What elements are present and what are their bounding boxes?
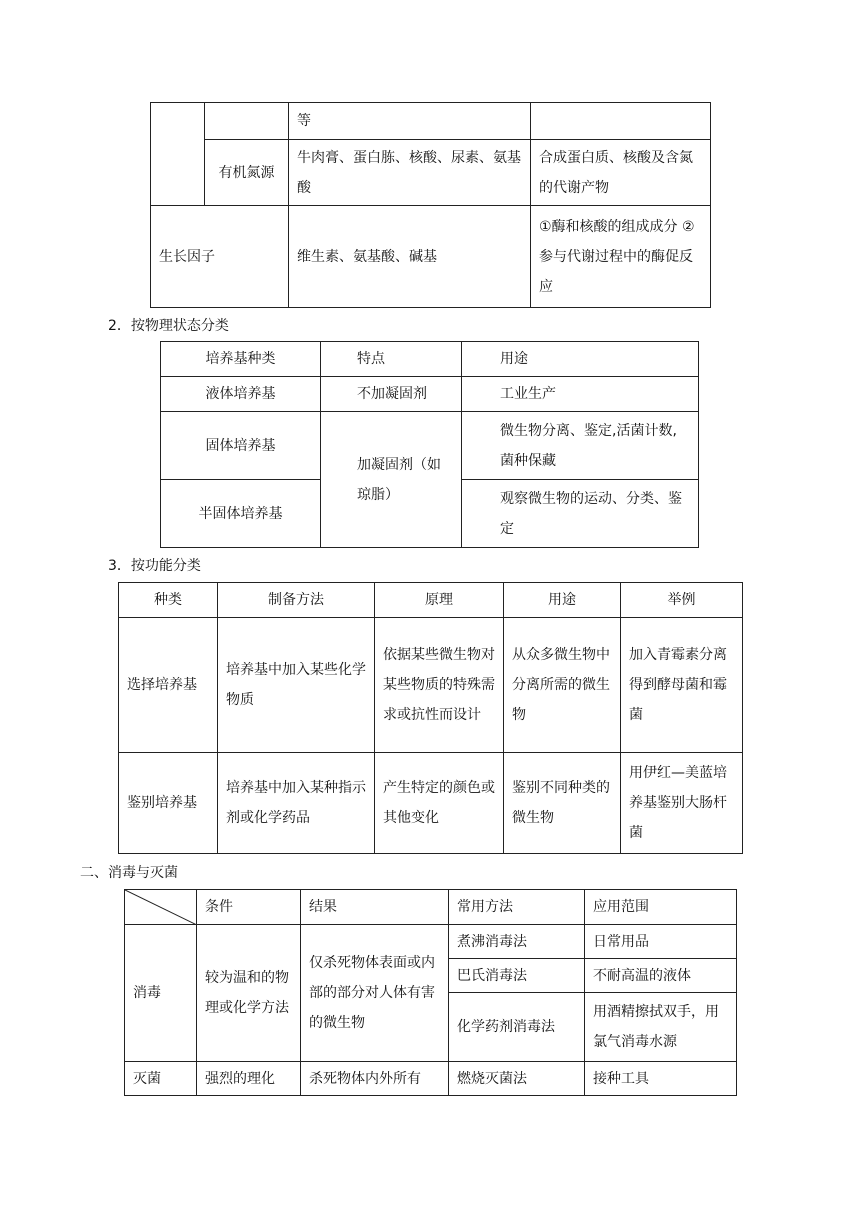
table-cell: 灭菌: [125, 1062, 197, 1096]
header-cell: 原理: [375, 583, 504, 618]
header-cell: 培养基种类: [161, 342, 321, 377]
table-cell: 煮沸消毒法: [449, 925, 585, 959]
header-cell: 特点: [321, 342, 462, 377]
header-cell: 应用范围: [585, 890, 737, 925]
table-cell: 液体培养基: [161, 377, 321, 412]
table-cell: ①酶和核酸的组成成分 ②参与代谢过程中的酶促反应: [531, 206, 711, 308]
header-cell: 用途: [504, 583, 621, 618]
sterilization-table: [124, 889, 737, 1096]
blank-cell: [151, 103, 205, 206]
table-cell: 燃烧灭菌法: [449, 1062, 585, 1096]
table-cell: 工业生产: [462, 377, 699, 412]
table-cell: 固体培养基: [161, 412, 321, 480]
table-cell: 半固体培养基: [161, 480, 321, 548]
table-cell: 用酒精擦拭双手，用氯气消毒水源: [585, 993, 737, 1062]
table-cell: 等: [289, 103, 531, 140]
table-cell: 接种工具: [585, 1062, 737, 1096]
table-cell: 生长因子: [151, 206, 289, 308]
header-cell: 条件: [197, 890, 301, 925]
section-heading: 2．按物理状态分类: [108, 318, 229, 334]
section-heading: 二、消毒与灭菌: [80, 865, 178, 881]
diagonal-header-cell: [125, 890, 197, 925]
table-cell: 微生物分离、鉴定,活菌计数,菌种保藏: [462, 412, 699, 480]
header-cell: 结果: [301, 890, 449, 925]
table-cell: 培养基中加入某些化学物质: [218, 618, 375, 753]
table-cell: 牛肉膏、蛋白胨、核酸、尿素、氨基酸: [289, 140, 531, 206]
table-cell: 维生素、氨基酸、碱基: [289, 206, 531, 308]
table-cell: 选择培养基: [119, 618, 218, 753]
table-cell: 强烈的理化: [197, 1062, 301, 1096]
table-cell: 不耐高温的液体: [585, 959, 737, 993]
table-cell: 日常用品: [585, 925, 737, 959]
table-cell: 鉴别不同种类的微生物: [504, 753, 621, 854]
table-cell: 用伊红—美蓝培养基鉴别大肠杆菌: [621, 753, 743, 854]
table-cell: 有机氮源: [205, 140, 289, 206]
table-cell: 仅杀死物体表面或内部的部分对人体有害的微生物: [301, 925, 449, 1062]
table-cell: 鉴别培养基: [119, 753, 218, 854]
table-cell: 巴氏消毒法: [449, 959, 585, 993]
section-heading: 3．按功能分类: [108, 558, 201, 574]
table-cell: 依据某些微生物对某些物质的特殊需求或抗性而设计: [375, 618, 504, 753]
table-cell: 观察微生物的运动、分类、鉴定: [462, 480, 699, 548]
diagonal-line: [125, 890, 197, 925]
table-cell: 培养基中加入某种指示剂或化学药品: [218, 753, 375, 854]
table-cell: 从众多微生物中分离所需的微生物: [504, 618, 621, 753]
header-cell: 常用方法: [449, 890, 585, 925]
blank-cell: [205, 103, 289, 140]
header-cell: 种类: [119, 583, 218, 618]
table-cell: [531, 103, 711, 140]
header-cell: 举例: [621, 583, 743, 618]
table-cell: 杀死物体内外所有: [301, 1062, 449, 1096]
header-cell: 用途: [462, 342, 699, 377]
table-cell: 加入青霉素分离得到酵母菌和霉菌: [621, 618, 743, 753]
nutrient-table: [150, 102, 711, 308]
table-cell: 不加凝固剂: [321, 377, 462, 412]
table-cell: 化学药剂消毒法: [449, 993, 585, 1062]
function-table: [118, 582, 743, 854]
table-cell: 较为温和的物理或化学方法: [197, 925, 301, 1062]
table-cell: 产生特定的颜色或其他变化: [375, 753, 504, 854]
table-cell: 消毒: [125, 925, 197, 1062]
table-cell: 合成蛋白质、核酸及含氮的代谢产物: [531, 140, 711, 206]
table-cell: 加凝固剂（如琼脂）: [321, 412, 462, 548]
physical-state-table: [160, 341, 699, 548]
header-cell: 制备方法: [218, 583, 375, 618]
